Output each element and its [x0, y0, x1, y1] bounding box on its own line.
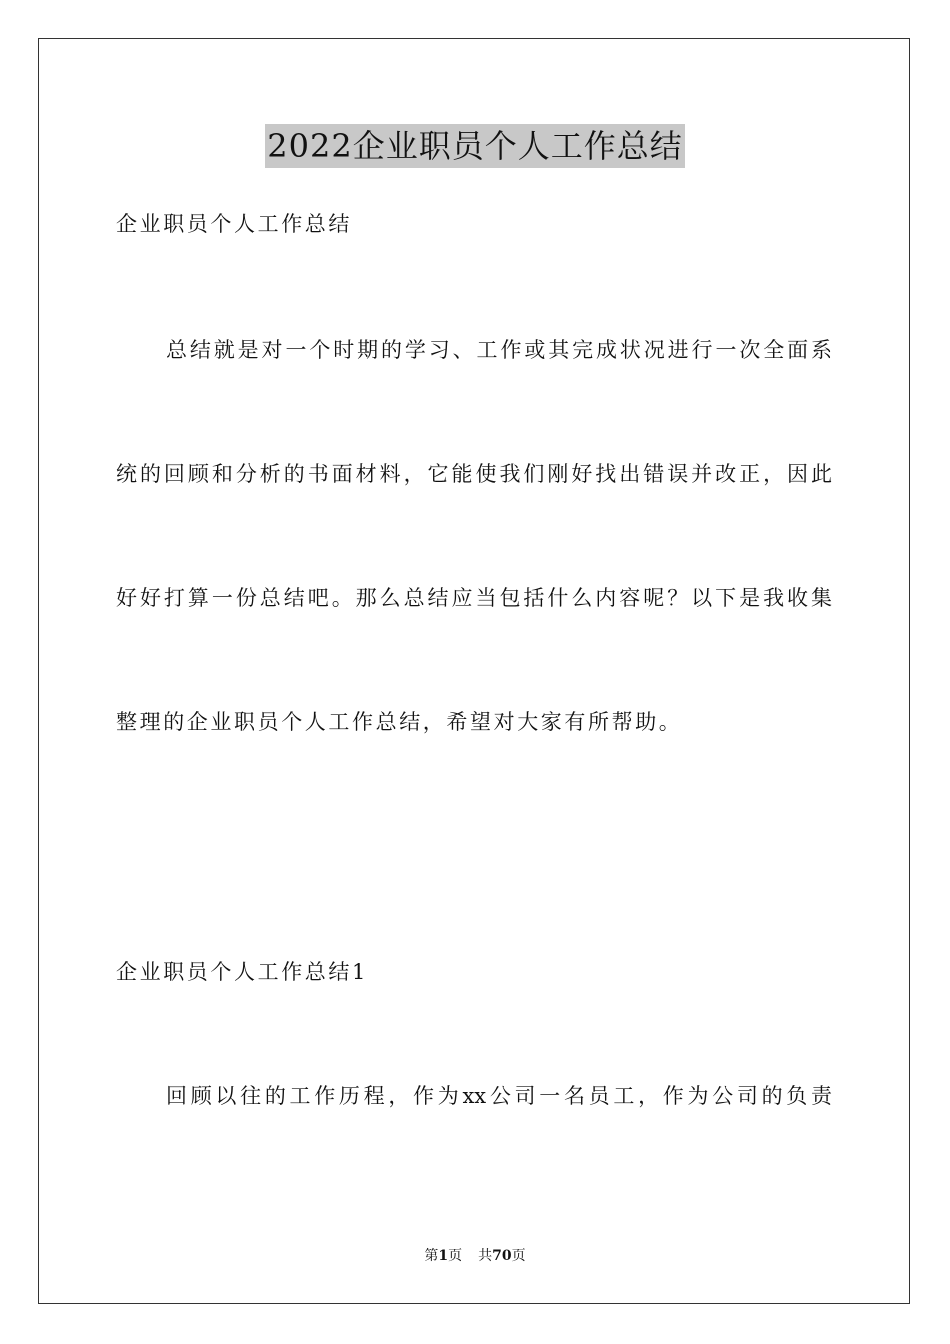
footer-page-suffix: 页 [448, 1248, 463, 1264]
intro-line-3: 好好打算一份总结吧。那么总结应当包括什么内容呢？以下是我收集 [116, 586, 832, 610]
document-subtitle: 企业职员个人工作总结 [116, 212, 352, 236]
section-paragraph-line-1: 回顾以往的工作历程，作为xx公司一名员工，作为公司的负责 [166, 1084, 832, 1108]
footer-page-prefix: 第 [424, 1248, 439, 1264]
document-title: 2022企业职员个人工作总结 [265, 124, 684, 168]
footer-total-suffix: 页 [511, 1248, 526, 1264]
page-footer [0, 1247, 950, 1265]
footer-total-prefix: 共 [478, 1248, 493, 1264]
intro-line-4: 整理的企业职员个人工作总结，希望对大家有所帮助。 [116, 710, 683, 734]
footer-total-pages: 70 [492, 1248, 512, 1264]
intro-line-1: 总结就是对一个时期的学习、工作或其完成状况进行一次全面系 [166, 338, 832, 362]
intro-line-2: 统的回顾和分析的书面材料，它能使我们刚好找出错误并改正，因此 [116, 462, 832, 486]
footer-page-number: 1 [438, 1248, 449, 1264]
section-heading: 企业职员个人工作总结1 [116, 960, 368, 984]
title-container [0, 124, 950, 168]
